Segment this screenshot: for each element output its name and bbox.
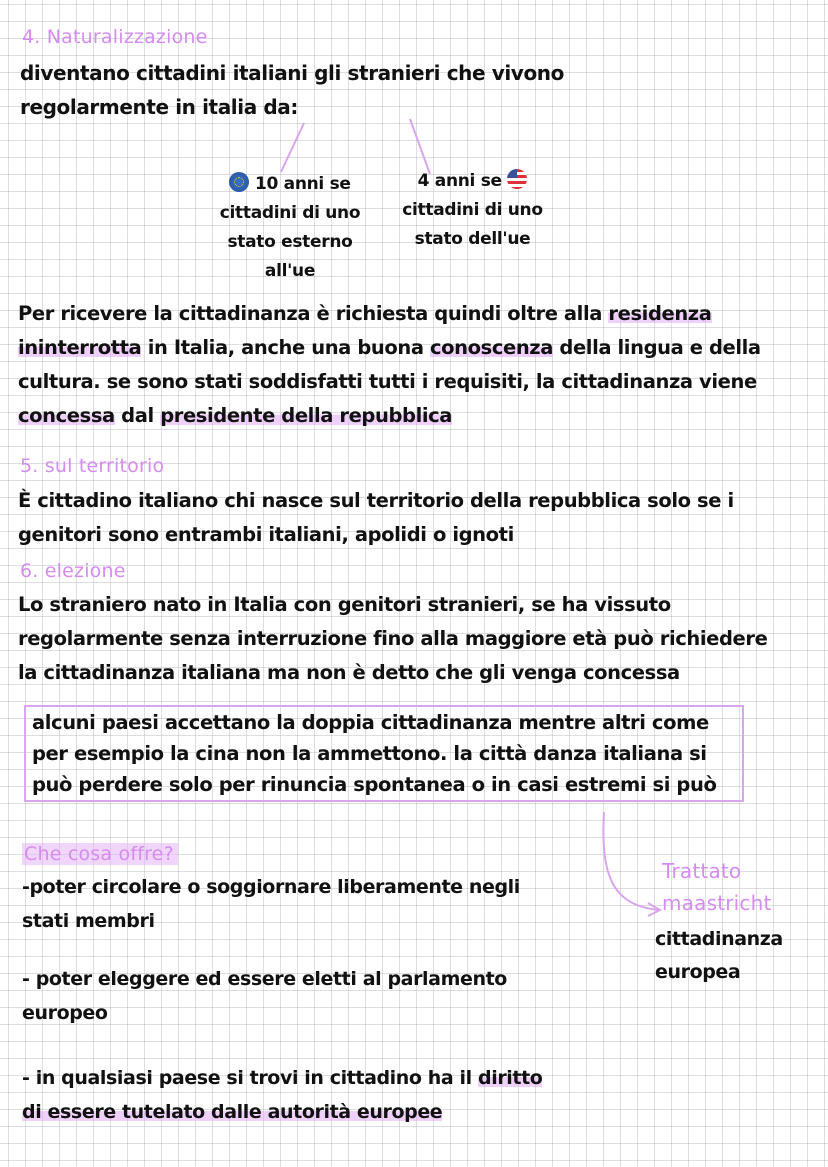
section-title-naturalizzazione: 4. Naturalizzazione (22, 26, 208, 48)
dual-citizenship-box: alcuni paesi accettano la doppia cittadinanza mentre altri come per esempio la cina non la ammettono. la città danza italiana si può perdere solo per rinuncia spontanea o in casi estremi si può (24, 705, 744, 802)
text-line: diventano cittadini italiani gli stranieri che vivono (20, 61, 564, 85)
highlight: residenza (608, 302, 712, 325)
elezione-text: Lo straniero nato in Italia con genitori stranieri, se ha vissuto regolarmente senza interruzione fino alla maggiore età può richiedere la cittadinanza italiana ma non è detto che gli venga concessa (18, 593, 768, 684)
territorio-text: È cittadino italiano chi nasce sul territorio della repubblica solo se i genitori sono entrambi italiani, apolidi o ignoti (18, 489, 734, 546)
highlight: concessa (18, 404, 115, 427)
branch-eu-member: 4 anni se cittadini di uno stato dell'ue (402, 171, 543, 249)
offre-item-3: - in qualsiasi paese si trovi in cittadino ha il diritto di essere tutelato dalle autorità europee (22, 1067, 543, 1123)
highlight: presidente della repubblica (160, 404, 453, 427)
highlight: conoscenza (430, 336, 554, 359)
branch-eu-external: 10 anni se cittadini di uno stato esterno all'ue (219, 174, 361, 281)
section-title-offre: Che cosa offre? (22, 843, 178, 865)
offre-item-2: - poter eleggere ed essere eletti al parlamento europeo (22, 968, 507, 1024)
highlight: di essere tutelato dalle autorità europee (22, 1101, 443, 1123)
naturalizzazione-paragraph: Per ricevere la cittadinanza è richiesta quindi oltre alla residenza ininterrotta in Italia, anche una buona conoscenza della lingua e della cultura. se sono stati soddisfatti tutti i requisiti, la cittadinanza viene concessa dal presidente della repubblica (18, 302, 761, 427)
side-note-title: Trattato maastricht (662, 859, 772, 915)
text-line: regolarmente in italia da: (20, 95, 298, 119)
offre-item-1: -poter circolare o soggiornare liberamente negli stati membri (22, 876, 520, 932)
highlight: ininterrotta (18, 336, 142, 359)
side-note-text: cittadinanza europea (655, 928, 783, 983)
section-title-territorio: 5. sul territorio (20, 455, 165, 477)
highlight: diritto (478, 1067, 543, 1089)
section-title-elezione: 6. elezione (20, 560, 126, 582)
